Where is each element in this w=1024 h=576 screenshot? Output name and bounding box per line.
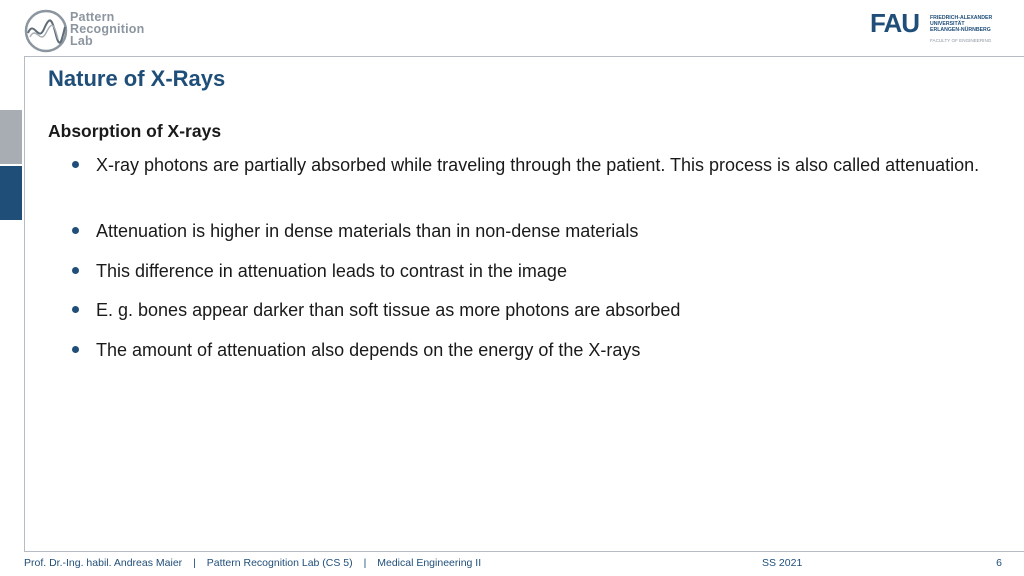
footer-credits — [24, 557, 481, 569]
bullet-item — [72, 152, 979, 178]
bullet-text: X-ray photons are partially absorbed while traveling through the patient. This process is also called attenuation. — [96, 155, 980, 175]
bullet-text: Attenuation is higher in dense materials than in non-dense materials — [96, 221, 639, 241]
bullet-item — [72, 258, 567, 284]
bullet-item — [72, 297, 680, 323]
bullet-text: The amount of attenuation also depends on the energy of the X-rays — [96, 340, 641, 360]
fau-logo-mark: FAU — [870, 10, 919, 38]
fau-logo-line-3: ERLANGEN-NÜRNBERG — [930, 27, 991, 33]
lab-logo-text — [70, 11, 144, 47]
footer-course: Medical Engineering II — [377, 557, 482, 569]
footer-lab: Pattern Recognition Lab (CS 5) — [206, 557, 353, 569]
footer-separator: | — [363, 557, 367, 569]
side-tab-blue — [0, 166, 22, 220]
footer-separator: | — [193, 557, 196, 569]
footer-author: Prof. Dr.-Ing. habil. Andreas Maier — [24, 557, 183, 569]
slide-title: Nature of X-Rays — [48, 66, 226, 91]
bullet-dot-icon — [72, 306, 79, 313]
lab-logo-line-3: Lab — [70, 34, 93, 48]
slide-subtitle: Absorption of X-rays — [48, 121, 222, 141]
side-tab-grey — [0, 110, 22, 164]
fau-logo-line-2: UNIVERSITÄT — [930, 21, 965, 27]
bullet-dot-icon — [72, 346, 79, 353]
lab-logo-line-1: Pattern — [70, 10, 115, 24]
bullet-dot-icon — [72, 267, 79, 274]
bullet-text: This difference in attenuation leads to contrast in the image — [96, 261, 567, 281]
slide-footer — [24, 555, 1014, 573]
slide-header — [0, 0, 1024, 56]
fau-logo-icon — [870, 10, 1000, 46]
footer-term: SS 2021 — [762, 557, 803, 569]
fau-logo-line-1: FRIEDRICH-ALEXANDER — [930, 15, 993, 21]
lab-logo-line-2: Recognition — [70, 22, 145, 36]
bullet-item — [72, 218, 638, 244]
bullet-dot-icon — [72, 227, 79, 234]
fau-logo-faculty: FACULTY OF ENGINEERING — [930, 38, 992, 43]
bullet-text: E. g. bones appear darker than soft tissue as more photons are absorbed — [96, 300, 681, 320]
bullet-dot-icon — [72, 161, 79, 168]
bullet-item — [72, 337, 640, 363]
page-number: 6 — [996, 557, 1002, 569]
pattern-recognition-lab-logo-icon — [24, 9, 68, 53]
